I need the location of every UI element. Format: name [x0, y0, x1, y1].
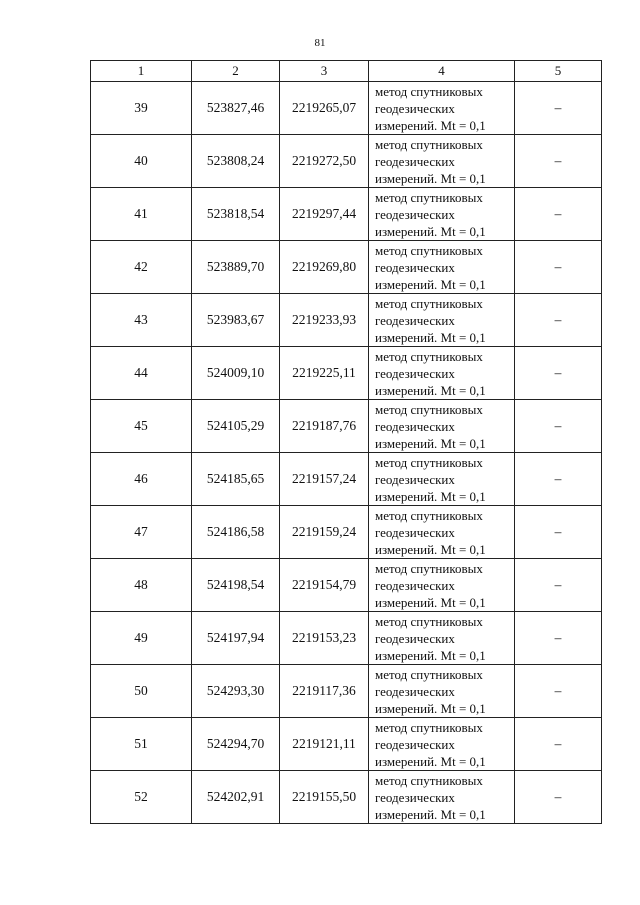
point-number-cell: 50 [91, 665, 192, 718]
method-cell: метод спутниковых геодезических измерений. Mt = 0,1 [369, 506, 515, 559]
note-cell: – [515, 771, 602, 824]
point-number-cell: 49 [91, 612, 192, 665]
note-cell: – [515, 82, 602, 135]
table-row [91, 506, 602, 559]
note-cell: – [515, 612, 602, 665]
table-row [91, 453, 602, 506]
point-number-cell: 42 [91, 241, 192, 294]
y-coordinate-cell: 2219272,50 [280, 135, 369, 188]
y-coordinate-cell: 2219225,11 [280, 347, 369, 400]
x-coordinate-cell: 524009,10 [192, 347, 280, 400]
y-coordinate-cell: 2219154,79 [280, 559, 369, 612]
point-number-cell: 46 [91, 453, 192, 506]
method-cell: метод спутниковых геодезических измерений. Mt = 0,1 [369, 135, 515, 188]
note-cell: – [515, 400, 602, 453]
note-cell: – [515, 188, 602, 241]
x-coordinate-cell: 524185,65 [192, 453, 280, 506]
note-cell: – [515, 135, 602, 188]
table-row [91, 82, 602, 135]
table-row [91, 559, 602, 612]
table-row [91, 188, 602, 241]
y-coordinate-cell: 2219155,50 [280, 771, 369, 824]
x-coordinate-cell: 523808,24 [192, 135, 280, 188]
method-cell: метод спутниковых геодезических измерений. Mt = 0,1 [369, 400, 515, 453]
note-cell: – [515, 294, 602, 347]
x-coordinate-cell: 524186,58 [192, 506, 280, 559]
note-cell: – [515, 506, 602, 559]
point-number-cell: 39 [91, 82, 192, 135]
point-number-cell: 40 [91, 135, 192, 188]
x-coordinate-cell: 524294,70 [192, 718, 280, 771]
x-coordinate-cell: 524293,30 [192, 665, 280, 718]
method-cell: метод спутниковых геодезических измерений. Mt = 0,1 [369, 612, 515, 665]
table-row [91, 400, 602, 453]
method-cell: метод спутниковых геодезических измерений. Mt = 0,1 [369, 82, 515, 135]
y-coordinate-cell: 2219187,76 [280, 400, 369, 453]
x-coordinate-cell: 524197,94 [192, 612, 280, 665]
y-coordinate-cell: 2219153,23 [280, 612, 369, 665]
table-row [91, 241, 602, 294]
x-coordinate-cell: 523983,67 [192, 294, 280, 347]
x-coordinate-cell: 524202,91 [192, 771, 280, 824]
method-cell: метод спутниковых геодезических измерений. Mt = 0,1 [369, 453, 515, 506]
table-row [91, 347, 602, 400]
column-header-3: 3 [280, 61, 369, 82]
point-number-cell: 52 [91, 771, 192, 824]
note-cell: – [515, 559, 602, 612]
method-cell: метод спутниковых геодезических измерений. Mt = 0,1 [369, 665, 515, 718]
point-number-cell: 51 [91, 718, 192, 771]
point-number-cell: 48 [91, 559, 192, 612]
table-row [91, 294, 602, 347]
x-coordinate-cell: 524198,54 [192, 559, 280, 612]
method-cell: метод спутниковых геодезических измерений. Mt = 0,1 [369, 188, 515, 241]
method-cell: метод спутниковых геодезических измерений. Mt = 0,1 [369, 347, 515, 400]
header-row [91, 61, 602, 82]
point-number-cell: 43 [91, 294, 192, 347]
note-cell: – [515, 718, 602, 771]
column-header-5: 5 [515, 61, 602, 82]
method-cell: метод спутниковых геодезических измерений. Mt = 0,1 [369, 241, 515, 294]
table-row [91, 718, 602, 771]
y-coordinate-cell: 2219269,80 [280, 241, 369, 294]
note-cell: – [515, 241, 602, 294]
y-coordinate-cell: 2219297,44 [280, 188, 369, 241]
y-coordinate-cell: 2219121,11 [280, 718, 369, 771]
y-coordinate-cell: 2219265,07 [280, 82, 369, 135]
x-coordinate-cell: 524105,29 [192, 400, 280, 453]
y-coordinate-cell: 2219159,24 [280, 506, 369, 559]
y-coordinate-cell: 2219233,93 [280, 294, 369, 347]
table-row [91, 665, 602, 718]
coordinates-table [90, 60, 602, 824]
point-number-cell: 41 [91, 188, 192, 241]
x-coordinate-cell: 523818,54 [192, 188, 280, 241]
column-header-2: 2 [192, 61, 280, 82]
method-cell: метод спутниковых геодезических измерений. Mt = 0,1 [369, 294, 515, 347]
note-cell: – [515, 347, 602, 400]
table-row [91, 771, 602, 824]
page-number: 81 [314, 37, 326, 49]
y-coordinate-cell: 2219157,24 [280, 453, 369, 506]
note-cell: – [515, 453, 602, 506]
point-number-cell: 45 [91, 400, 192, 453]
table-body [91, 82, 602, 824]
method-cell: метод спутниковых геодезических измерений. Mt = 0,1 [369, 771, 515, 824]
x-coordinate-cell: 523827,46 [192, 82, 280, 135]
x-coordinate-cell: 523889,70 [192, 241, 280, 294]
point-number-cell: 44 [91, 347, 192, 400]
y-coordinate-cell: 2219117,36 [280, 665, 369, 718]
column-header-1: 1 [91, 61, 192, 82]
column-header-4: 4 [369, 61, 515, 82]
method-cell: метод спутниковых геодезических измерений. Mt = 0,1 [369, 559, 515, 612]
table-row [91, 612, 602, 665]
note-cell: – [515, 665, 602, 718]
table-row [91, 135, 602, 188]
method-cell: метод спутниковых геодезических измерений. Mt = 0,1 [369, 718, 515, 771]
point-number-cell: 47 [91, 506, 192, 559]
